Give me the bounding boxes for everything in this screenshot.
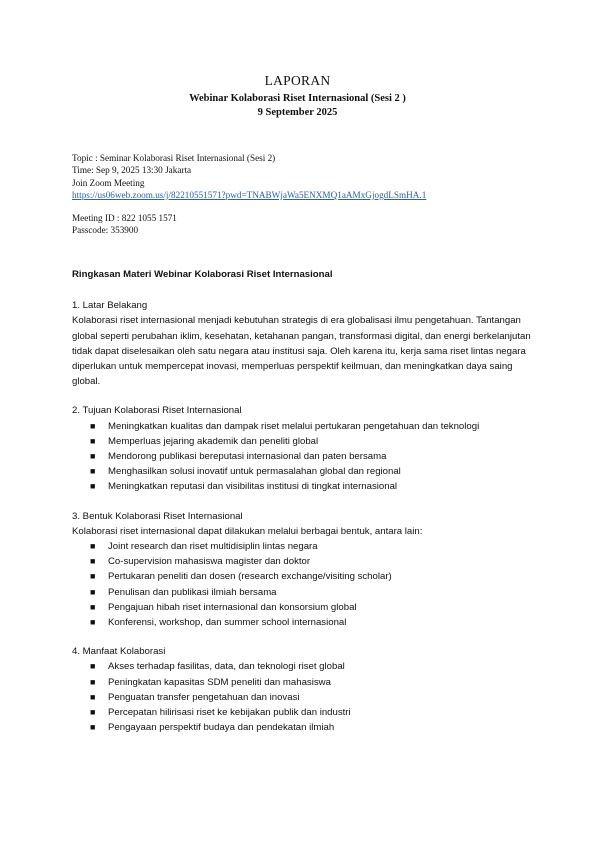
bullet-icon: ■ bbox=[90, 661, 96, 672]
section-manfaat bbox=[72, 644, 532, 735]
meeting-topic: Topic : Seminar Kolaborasi Riset Internasional (Sesi 2) bbox=[72, 153, 276, 163]
bullet-icon: ■ bbox=[90, 617, 96, 628]
bullet-icon: ■ bbox=[90, 556, 96, 567]
bullet-icon: ■ bbox=[90, 466, 96, 477]
list-item: ■ Pertukaran peneliti dan dosen (research exchange/visiting scholar) bbox=[72, 569, 532, 584]
section-tujuan bbox=[72, 403, 532, 494]
list-item: ■ Pengayaan perspektif budaya dan pendekatan ilmiah bbox=[72, 720, 532, 735]
bullet-icon: ■ bbox=[90, 691, 96, 702]
report-header bbox=[0, 73, 595, 120]
bullet-icon: ■ bbox=[90, 481, 96, 492]
list-item: ■ Akses terhadap fasilitas, data, dan teknologi riset global bbox=[72, 659, 532, 674]
meeting-passcode: Passcode: 353900 bbox=[72, 225, 139, 236]
section-title: 4. Manfaat Kolaborasi bbox=[72, 646, 166, 658]
list-item: ■ Konferensi, workshop, dan summer school internasional bbox=[72, 615, 532, 630]
meeting-info bbox=[72, 152, 532, 237]
meeting-id: Meeting ID : 822 1055 1571 bbox=[72, 213, 177, 224]
bullet-list bbox=[72, 539, 532, 630]
bullet-icon: ■ bbox=[90, 435, 96, 446]
list-item: ■ Joint research dan riset multidisiplin lintas negara bbox=[72, 539, 532, 554]
report-subtitle: Webinar Kolaborasi Riset Internasional (Sesi 2 ) bbox=[189, 93, 406, 104]
section-paragraph: Kolaborasi riset internasional menjadi kebutuhan strategis di era globalisasi ilmu pengetahuan. Tantangan global seperti perubahan iklim, kesehatan, ketahanan pangan, transformasi digital, dan energi berkelanjutan tidak dapat diselesaikan oleh satu negara atau institusi saja. Oleh karena itu, kerja sama riset lintas negara diperlukan untuk mempercepat inovasi, memperluas perspektif keilmuan, dan meningkatkan daya saing global. bbox=[72, 315, 531, 388]
list-item: ■ Co-supervision mahasiswa magister dan doktor bbox=[72, 554, 532, 569]
bullet-icon: ■ bbox=[90, 420, 96, 431]
meeting-time: Time: Sep 9, 2025 13:30 Jakarta bbox=[72, 165, 192, 176]
list-item: ■ Menghasilkan solusi inovatif untuk permasalahan global dan regional bbox=[72, 464, 532, 479]
bullet-icon: ■ bbox=[90, 601, 96, 612]
section-title: 2. Tujuan Kolaborasi Riset Internasional bbox=[72, 405, 242, 417]
bullet-list bbox=[72, 659, 532, 735]
list-item: ■ Meningkatkan reputasi dan visibilitas institusi di tingkat internasional bbox=[72, 479, 532, 494]
section-paragraph: Kolaborasi riset internasional dapat dilakukan melalui berbagai bentuk, antara lain: bbox=[72, 525, 423, 537]
list-item: ■ Percepatan hilirisasi riset ke kebijakan publik dan industri bbox=[72, 705, 532, 720]
summary-content bbox=[72, 267, 532, 749]
report-title: LAPORAN bbox=[264, 73, 331, 88]
list-item: ■ Memperluas jejaring akademik dan peneliti global bbox=[72, 434, 532, 449]
bullet-icon: ■ bbox=[90, 541, 96, 552]
report-date: 9 September 2025 bbox=[257, 107, 338, 118]
bullet-icon: ■ bbox=[90, 586, 96, 597]
bullet-icon: ■ bbox=[90, 571, 96, 582]
list-item: ■ Penguatan transfer pengetahuan dan inovasi bbox=[72, 690, 532, 705]
bullet-icon: ■ bbox=[90, 722, 96, 733]
section-title: 1. Latar Belakang bbox=[72, 300, 148, 312]
bullet-icon: ■ bbox=[90, 676, 96, 687]
summary-title: Ringkasan Materi Webinar Kolaborasi Riset Internasional bbox=[72, 269, 333, 280]
zoom-meeting-link[interactable]: https://us06web.zoom.us/j/82210551571?pwd=TNABWjaWa5ENXMQ1aAMxGjogdLSmHA.1 bbox=[72, 189, 427, 200]
list-item: ■ Mendorong publikasi bereputasi internasional dan paten bersama bbox=[72, 449, 532, 464]
meeting-join-label: Join Zoom Meeting bbox=[72, 177, 145, 188]
section-latar-belakang bbox=[72, 298, 532, 389]
bullet-list bbox=[72, 419, 532, 495]
list-item: ■ Pengajuan hibah riset internasional dan konsorsium global bbox=[72, 600, 532, 615]
section-bentuk bbox=[72, 509, 532, 631]
list-item: ■ Peningkatan kapasitas SDM peneliti dan mahasiswa bbox=[72, 675, 532, 690]
bullet-icon: ■ bbox=[90, 707, 96, 718]
section-title: 3. Bentuk Kolaborasi Riset Internasional bbox=[72, 510, 243, 522]
list-item: ■ Penulisan dan publikasi ilmiah bersama bbox=[72, 585, 532, 600]
list-item: ■ Meningkatkan kualitas dan dampak riset melalui pertukaran pengetahuan dan teknologi bbox=[72, 419, 532, 434]
bullet-icon: ■ bbox=[90, 451, 96, 462]
